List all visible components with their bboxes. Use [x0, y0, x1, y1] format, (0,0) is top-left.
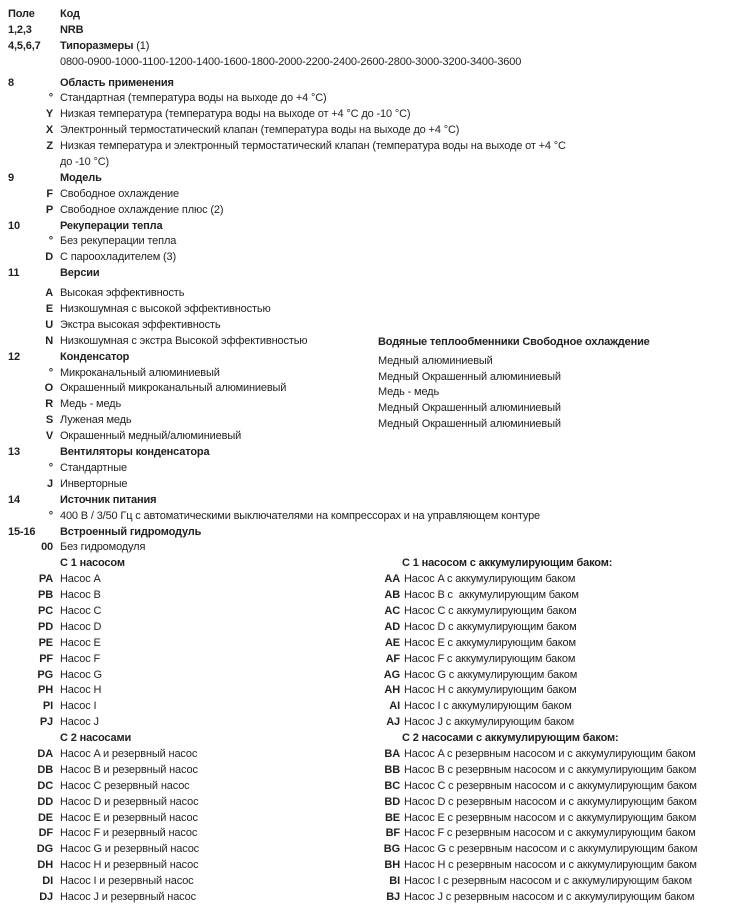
code-cell: PF	[39, 652, 53, 665]
description	[60, 430, 241, 443]
description	[60, 188, 179, 201]
nomenclature-row	[0, 510, 735, 526]
description-text: Насос B и резервный насос	[60, 763, 198, 776]
nomenclature-row	[0, 220, 735, 236]
right-description: Насос H с резервным насосом и с аккумулирующим баком	[404, 859, 697, 872]
right-code-cell: AF	[385, 652, 400, 665]
description-text: Свободное охлаждение	[60, 187, 180, 200]
description	[60, 414, 131, 427]
description	[60, 875, 194, 888]
code-cell: P	[45, 203, 53, 216]
code-cell: Z	[46, 140, 53, 153]
code-cell: °	[48, 366, 53, 379]
description	[60, 251, 176, 264]
code-cell: DD	[37, 795, 53, 808]
description	[60, 462, 127, 475]
description	[60, 303, 271, 316]
water-heat-exchanger-item: Медный Окрашенный алюминиевый	[378, 402, 561, 415]
code-cell: PA	[38, 573, 53, 586]
description-text: до -10 °C)	[60, 156, 110, 169]
right-description: Насос J с аккумулирующим баком	[404, 716, 575, 729]
right-code-cell: BJ	[386, 890, 400, 903]
nomenclature-row	[0, 716, 735, 732]
description	[60, 827, 197, 840]
nomenclature-row	[0, 204, 735, 220]
description-text: Насос J	[60, 716, 99, 729]
field-number: 10	[8, 219, 20, 232]
description	[60, 621, 101, 634]
description-text: Микроканальный алюминиевый	[60, 366, 220, 379]
description-text: Вентиляторы конденсатора	[60, 446, 210, 459]
nomenclature-row	[0, 732, 735, 748]
right-description: Насос G с аккумулирующим баком	[404, 668, 578, 681]
description-text: Стандартная (температура воды на выходе до +4 °C)	[60, 92, 327, 105]
water-heat-exchanger-header: Водяные теплообменники Свободное охлаждение	[378, 335, 650, 348]
description-text: Конденсатор	[60, 350, 130, 363]
description	[60, 796, 198, 809]
description	[60, 653, 100, 666]
nomenclature-row	[0, 494, 735, 510]
field-number: 14	[8, 493, 20, 506]
nomenclature-row	[0, 303, 735, 319]
right-description: Насос I с аккумулирующим баком	[404, 700, 572, 713]
description-text: С 1 насосом	[60, 557, 125, 570]
description	[60, 684, 101, 697]
nomenclature-row	[0, 541, 735, 557]
description	[60, 92, 327, 105]
right-description: Насос B с резервным насосом и с аккумулирующим баком	[404, 763, 697, 776]
description	[60, 204, 223, 217]
field-number: Поле	[8, 8, 35, 20]
description-text: Насос F	[60, 652, 101, 665]
nomenclature-row	[0, 124, 735, 140]
right-description: Насос E с резервным насосом и с аккумулирующим баком	[404, 811, 697, 824]
description-text: 0800-0900-1000-1100-1200-1400-1600-1800-2000-2200-2400-2600-2800-3000-3200-3400-3600	[60, 55, 522, 68]
code-cell: Y	[45, 108, 53, 121]
right-description: Насос E с аккумулирующим баком	[404, 636, 576, 649]
description-text: Типоразмеры	[60, 39, 134, 52]
code-cell: DH	[37, 859, 53, 872]
description	[60, 140, 566, 153]
nomenclature-row	[0, 382, 735, 398]
description	[60, 541, 145, 554]
nomenclature-row	[0, 446, 735, 462]
description-text: NRB	[60, 23, 84, 36]
description	[60, 24, 83, 37]
right-description: Насос B с аккумулирующим баком	[404, 589, 579, 602]
right-description: Насос A с аккумулирующим баком	[404, 573, 576, 586]
water-heat-exchanger-item: Медный Окрашенный алюминиевый	[378, 418, 561, 431]
description	[60, 108, 410, 121]
code-cell: N	[45, 334, 53, 347]
code-cell: °	[48, 461, 53, 474]
field-number: 11	[8, 267, 20, 280]
nomenclature-row	[0, 188, 735, 204]
description-text: Модель	[60, 171, 102, 184]
field-number: 15-16	[8, 525, 36, 538]
nomenclature-row	[0, 812, 735, 828]
description	[60, 732, 131, 745]
description-text: Стандартные	[60, 461, 127, 474]
description	[60, 351, 129, 364]
right-code-cell: BC	[384, 779, 400, 792]
code-cell: PJ	[39, 716, 53, 729]
code-cell: PI	[42, 700, 53, 713]
right-code-cell: AA	[384, 573, 400, 586]
right-column-header: С 1 насосом с аккумулирующим баком:	[402, 557, 613, 570]
code-cell: PD	[38, 620, 53, 633]
right-column-header: С 2 насосами с аккумулирующим баком:	[402, 732, 619, 745]
description-text: Окрашенный микроканальный алюминиевый	[60, 382, 287, 395]
description-text: Насос I и резервный насос	[60, 875, 194, 888]
nomenclature-row	[0, 859, 735, 875]
nomenclature-row	[0, 367, 735, 383]
nomenclature-row	[0, 700, 735, 716]
description	[60, 478, 127, 491]
description-text: Низкошумная с экстра Высокой эффективностью	[60, 334, 308, 347]
description	[60, 637, 101, 650]
description-text: Версии	[60, 267, 100, 280]
description-text: Насос B	[60, 589, 101, 602]
description	[60, 56, 521, 69]
right-code-cell: BD	[384, 795, 400, 808]
description-text: Насос A	[60, 573, 101, 586]
field-number: 12	[8, 350, 20, 363]
right-description: Насос D с резервным насосом и с аккумулирующим баком	[404, 795, 697, 808]
nomenclature-row	[0, 287, 735, 303]
code-cell: F	[46, 187, 53, 200]
code-cell: DI	[42, 875, 53, 888]
description	[60, 748, 197, 761]
description-text: Электронный термостатический клапан (температура воды на выходе до +4 °C)	[60, 124, 460, 137]
description	[60, 335, 307, 348]
code-cell: U	[45, 318, 53, 331]
right-code-cell: BB	[384, 763, 400, 776]
nomenclature-row	[0, 430, 735, 446]
description-text: Насос D	[60, 620, 102, 633]
code-cell: PG	[37, 668, 53, 681]
description-text: Насос D и резервный насос	[60, 795, 199, 808]
description	[60, 510, 540, 523]
right-code-cell: BF	[385, 827, 400, 840]
description	[60, 812, 198, 825]
right-code-cell: BI	[389, 875, 400, 888]
description-text: Насос G и резервный насос	[60, 843, 200, 856]
nomenclature-row	[0, 267, 735, 283]
code-cell: DB	[37, 763, 53, 776]
description-text: Окрашенный медный/алюминиевый	[60, 430, 242, 443]
description	[60, 319, 220, 332]
description	[60, 780, 190, 793]
right-description: Насос J с резервным насосом и с аккумулирующим баком	[404, 890, 695, 903]
description-text: Насос H и резервный насос	[60, 859, 199, 872]
description-text: Рекуперации тепла	[60, 219, 163, 232]
right-description: Насос G с резервным насосом и с аккумулирующим баком	[404, 843, 698, 856]
description-text: Медь - медь	[60, 398, 122, 411]
nomenclature-row	[0, 827, 735, 843]
nomenclature-row	[0, 605, 735, 621]
right-code-cell: AE	[385, 636, 400, 649]
nomenclature-row	[0, 748, 735, 764]
description-text: Инверторные	[60, 477, 128, 490]
right-code-cell: BE	[385, 811, 400, 824]
nomenclature-row	[0, 156, 735, 172]
description-text: Область применения	[60, 76, 174, 89]
code-cell: D	[45, 251, 53, 264]
description	[60, 700, 96, 713]
description	[60, 573, 101, 586]
code-cell: A	[45, 287, 53, 300]
description	[60, 859, 198, 872]
description	[60, 77, 174, 90]
description	[60, 891, 196, 904]
description-text: С пароохладителем (3)	[60, 251, 177, 264]
description-text: Насос A и резервный насос	[60, 747, 198, 760]
field-number: 4,5,6,7	[8, 39, 41, 52]
right-code-cell: AD	[384, 620, 400, 633]
description	[60, 605, 101, 618]
code-cell: X	[45, 124, 53, 137]
nomenclature-row	[0, 172, 735, 188]
description-text: Низкошумная с высокой эффективностью	[60, 303, 271, 316]
code-cell: °	[48, 235, 53, 248]
description-text: С 2 насосами	[60, 732, 132, 745]
right-description: Насос D с аккумулирующим баком	[404, 620, 577, 633]
nomenclature-row	[0, 235, 735, 251]
description-text: Встроенный гидромодуль	[60, 525, 202, 538]
right-code-cell: AG	[383, 668, 400, 681]
right-code-cell: BA	[384, 747, 400, 760]
nomenclature-row	[0, 796, 735, 812]
code-cell: 00	[41, 541, 53, 554]
right-description: Насос F с резервным насосом и с аккумулирующим баком	[404, 827, 696, 840]
description	[60, 8, 80, 21]
right-description: Насос F с аккумулирующим баком	[404, 652, 576, 665]
nomenclature-row	[0, 251, 735, 267]
description-text: Насос I	[60, 700, 97, 713]
description	[60, 398, 121, 411]
description	[60, 40, 149, 53]
description	[60, 764, 198, 777]
field-number: 8	[8, 76, 14, 89]
right-code-cell: BG	[383, 843, 400, 856]
description	[60, 287, 184, 300]
description-text: Без рекуперации тепла	[60, 235, 177, 248]
description	[60, 220, 162, 233]
nomenclature-row	[0, 351, 735, 367]
description-text: Высокая эффективность	[60, 287, 185, 300]
code-cell: DF	[38, 827, 53, 840]
description	[60, 589, 101, 602]
description-text: Экстра высокая эффективность	[60, 318, 221, 331]
code-cell: PH	[38, 684, 53, 697]
nomenclature-row	[0, 56, 735, 72]
description	[60, 172, 102, 185]
nomenclature-row	[0, 891, 735, 907]
water-heat-exchanger-item: Медь - медь	[378, 386, 440, 399]
nomenclature-row	[0, 319, 735, 335]
description-text: Свободное охлаждение плюс (2)	[60, 203, 224, 216]
nomenclature-row	[0, 764, 735, 780]
description	[60, 156, 109, 169]
right-code-cell: AJ	[386, 716, 400, 729]
description	[60, 557, 125, 570]
description-text: Источник питания	[60, 493, 157, 506]
nomenclature-row	[0, 780, 735, 796]
description-text: Низкая температура (температура воды на выходе от +4 °C до -10 °C)	[60, 108, 411, 121]
code-cell: R	[45, 398, 53, 411]
code-cell: J	[47, 477, 53, 490]
field-number: 1,2,3	[8, 23, 32, 36]
code-cell: PB	[38, 589, 53, 602]
nomenclature-row	[0, 526, 735, 542]
nomenclature-row	[0, 24, 735, 40]
right-code-cell: AB	[384, 589, 400, 602]
nomenclature-row	[0, 621, 735, 637]
nomenclature-row	[0, 77, 735, 93]
nomenclature-row	[0, 653, 735, 669]
nomenclature-row	[0, 140, 735, 156]
code-cell: S	[45, 414, 53, 427]
description-text: Насос G	[60, 668, 102, 681]
right-description: Насос A с резервным насосом и с аккумулирующим баком	[404, 747, 696, 760]
nomenclature-row	[0, 557, 735, 573]
right-code-cell: AI	[389, 700, 400, 713]
nomenclature-row	[0, 335, 735, 351]
nomenclature-row	[0, 40, 735, 56]
right-code-cell: BH	[384, 859, 400, 872]
nomenclature-row	[0, 8, 735, 24]
description	[60, 494, 156, 507]
nomenclature-row	[0, 414, 735, 430]
description	[60, 382, 286, 395]
water-heat-exchanger-item: Медный алюминиевый	[378, 354, 493, 367]
description	[60, 446, 209, 459]
code-cell: O	[44, 382, 53, 395]
nomenclature-row	[0, 398, 735, 414]
code-cell: DA	[37, 747, 53, 760]
nomenclature-row	[0, 92, 735, 108]
right-description: Насос H с аккумулирующим баком	[404, 684, 577, 697]
description-text: Насос F и резервный насос	[60, 827, 198, 840]
code-cell: DJ	[39, 890, 53, 903]
description	[60, 716, 99, 729]
nomenclature-row	[0, 589, 735, 605]
description-text: Насос E и резервный насос	[60, 811, 198, 824]
nomenclature-row	[0, 478, 735, 494]
nomenclature-row	[0, 637, 735, 653]
field-number: 9	[8, 171, 14, 184]
field-number: 13	[8, 446, 20, 459]
description	[60, 669, 102, 682]
water-heat-exchanger-item: Медный Окрашенный алюминиевый	[378, 370, 561, 383]
description	[60, 124, 459, 137]
description-text: Код	[60, 8, 80, 20]
description	[60, 267, 100, 280]
code-cell: PC	[38, 604, 53, 617]
code-cell: °	[48, 509, 53, 522]
code-cell: PE	[38, 636, 53, 649]
description-text: Насос C	[60, 604, 102, 617]
description-text: 400 В / 3/50 Гц с автоматическими выключателями на компрессорах и на управляющем контуре	[60, 509, 541, 522]
description-text: Низкая температура и электронный термостатический клапан (температура воды на выходе от +4 °C	[60, 140, 566, 153]
right-code-cell: AC	[384, 604, 400, 617]
right-description: Насос C с аккумулирующим баком	[404, 604, 577, 617]
nomenclature-row	[0, 669, 735, 685]
description	[60, 235, 176, 248]
code-cell: E	[45, 303, 53, 316]
code-cell: °	[48, 92, 53, 105]
nomenclature-row	[0, 108, 735, 124]
description-text: Насос E	[60, 636, 101, 649]
description	[60, 843, 199, 856]
nomenclature-row	[0, 843, 735, 859]
right-description: Насос C с резервным насосом и с аккумулирующим баком	[404, 779, 697, 792]
description	[60, 526, 201, 539]
nomenclature-row	[0, 462, 735, 478]
description-text: Насос H	[60, 684, 102, 697]
description	[60, 367, 220, 380]
description-suffix: (1)	[133, 39, 150, 52]
code-cell: DG	[36, 843, 53, 856]
description-text: Без гидромодуля	[60, 541, 146, 554]
description-text: Насос J и резервный насос	[60, 890, 196, 903]
nomenclature-row	[0, 875, 735, 891]
description-text: Луженая медь	[60, 414, 132, 427]
nomenclature-row	[0, 684, 735, 700]
description-text: Насос C резервный насос	[60, 779, 190, 792]
code-cell: DE	[38, 811, 53, 824]
nomenclature-row	[0, 573, 735, 589]
code-cell: V	[45, 430, 53, 443]
code-cell: DC	[37, 779, 53, 792]
right-code-cell: AH	[384, 684, 400, 697]
right-description: Насос I с резервным насосом и с аккумулирующим баком	[404, 875, 692, 888]
